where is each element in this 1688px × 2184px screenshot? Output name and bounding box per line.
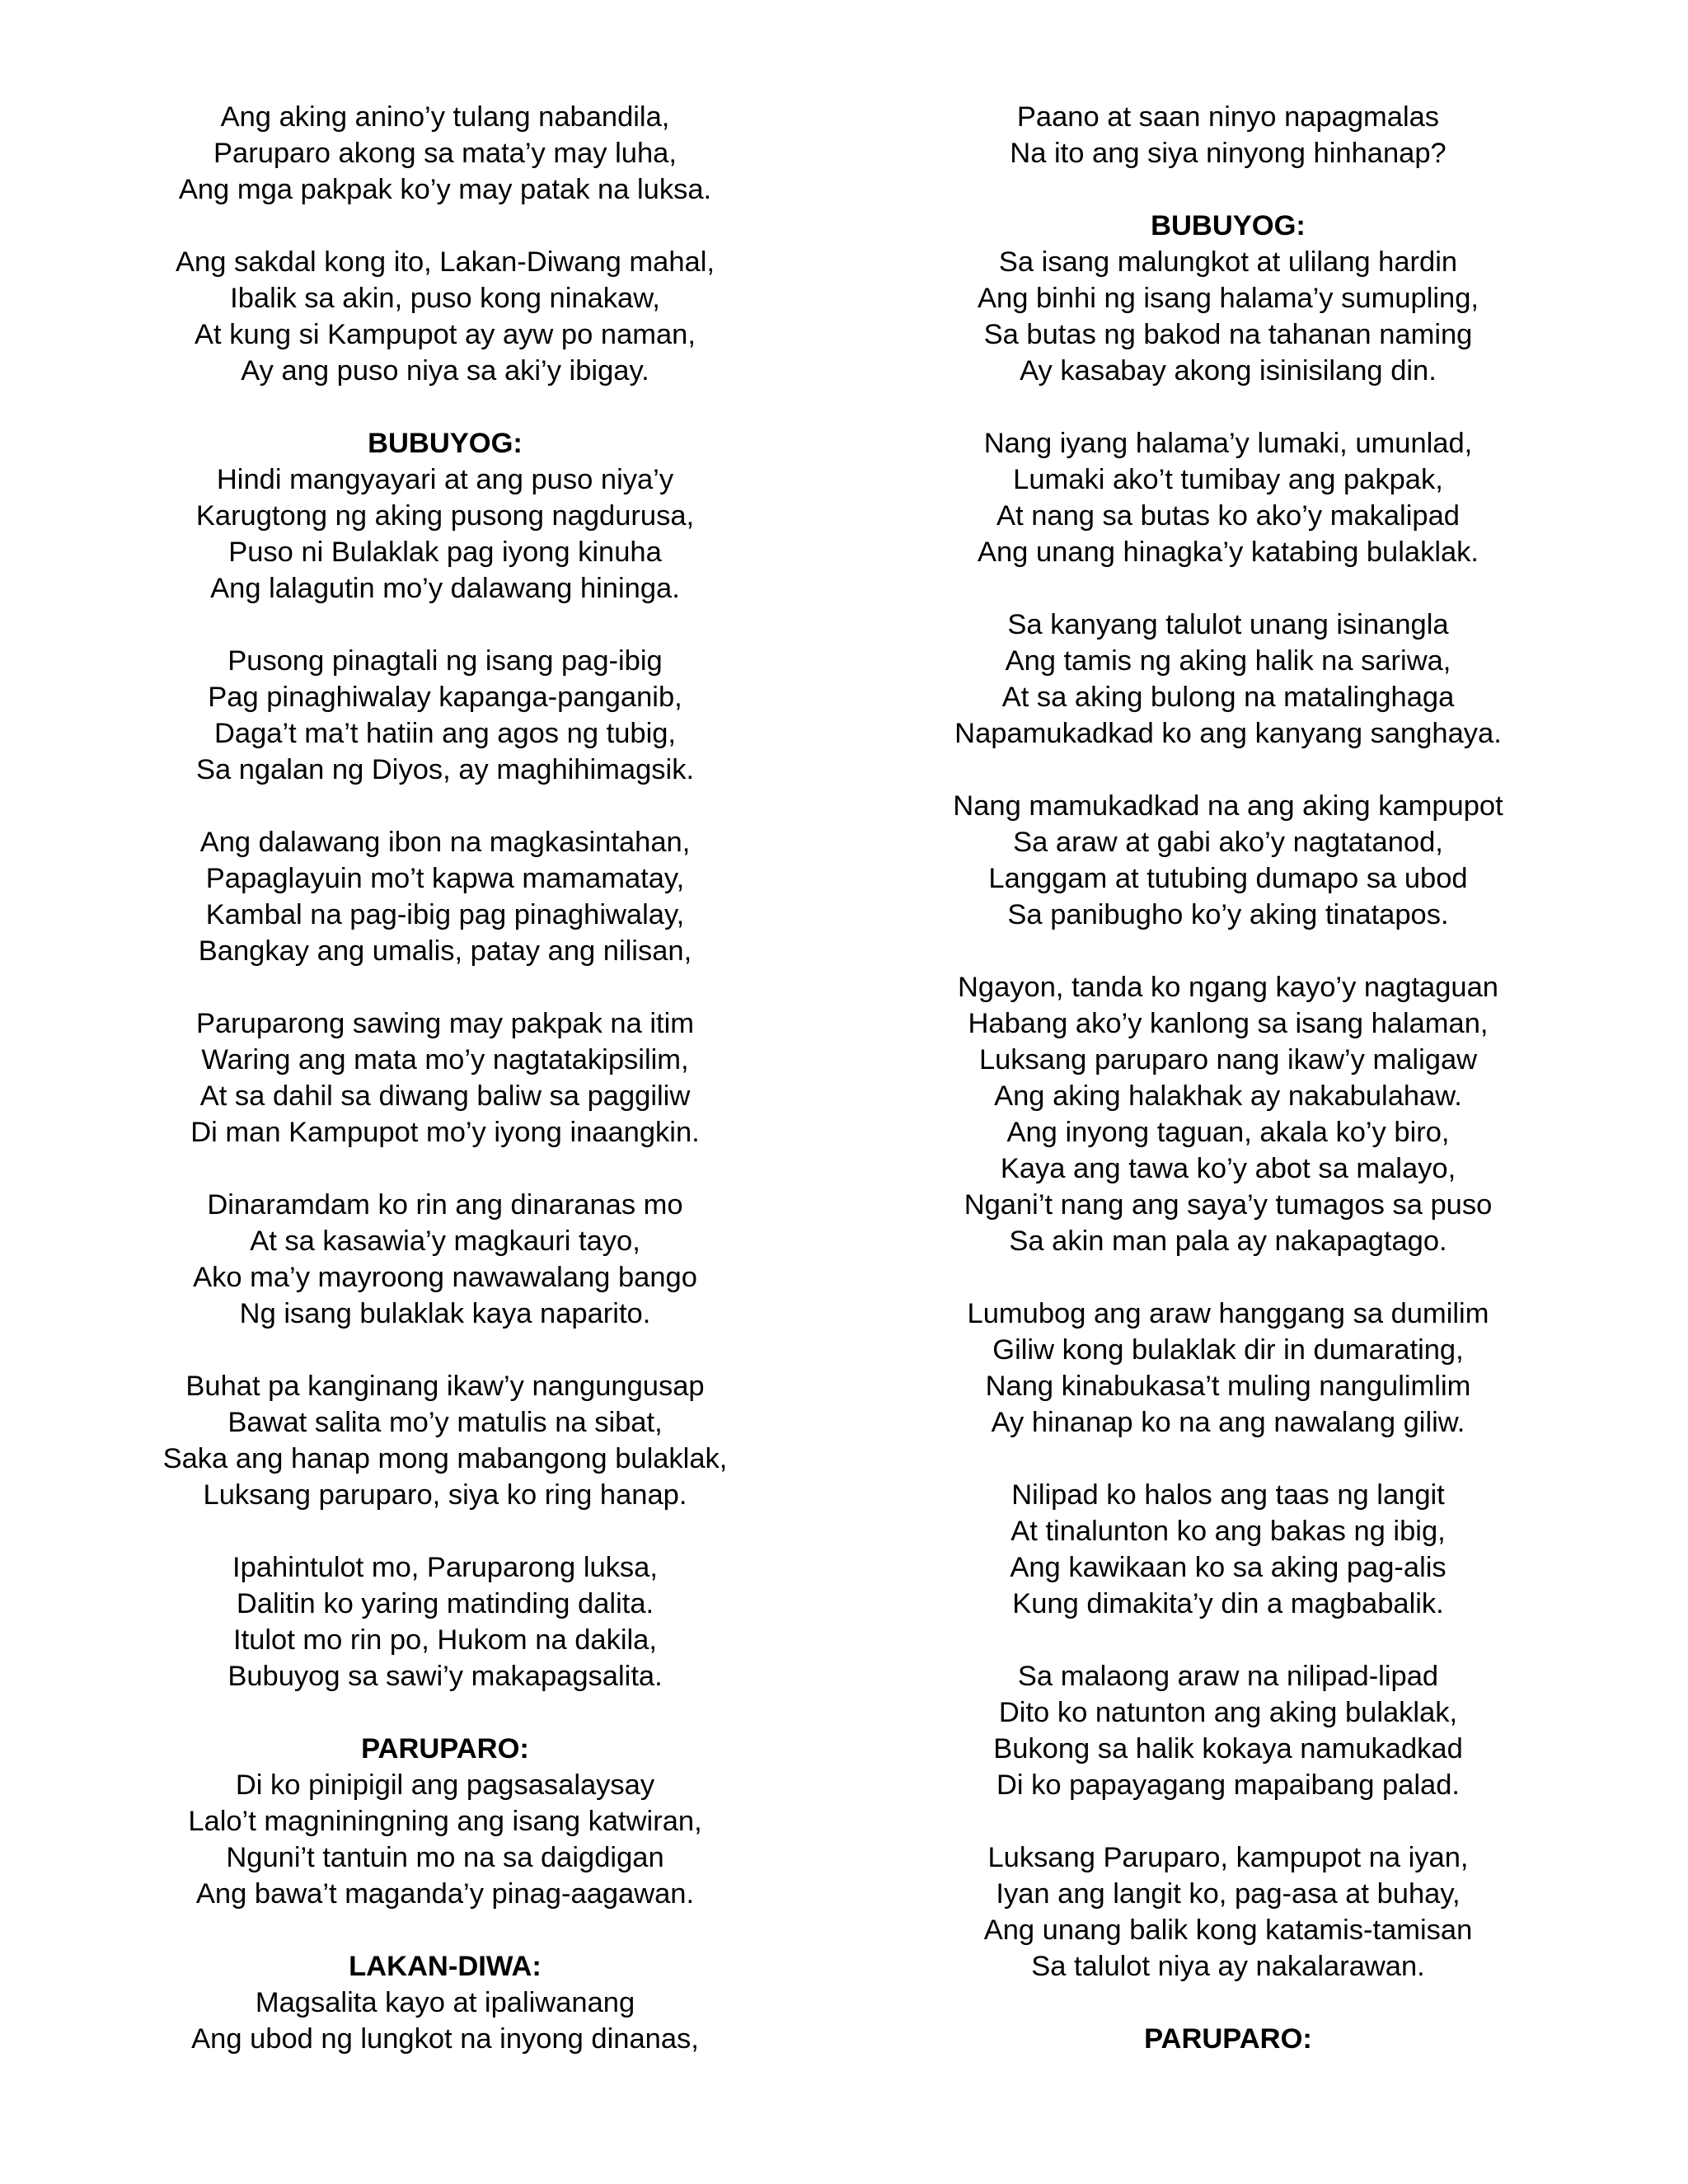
verse-line: Dinaramdam ko rin ang dinaranas mo — [207, 1189, 683, 1221]
verse-line: Daga’t ma’t hatiin ang agos ng tubig, — [213, 718, 677, 749]
stanza — [898, 1658, 1558, 1803]
verse-line: Kambal na pag-ibig pag pinaghiwalay, — [205, 899, 685, 930]
stanza — [115, 1368, 775, 1513]
verse-line: Hindi mangyayari at ang puso niya’y — [216, 464, 674, 495]
verse-line: Ng isang bulaklak kaya naparito. — [239, 1298, 651, 1329]
verse-line: Buhat pa kanginang ikaw’y nangungusap — [185, 1371, 705, 1402]
stanza — [898, 607, 1558, 752]
verse-line: Ako ma’y mayroong nawawalang bango — [193, 1262, 697, 1293]
stanza — [898, 1477, 1558, 1622]
speaker-stanza — [898, 2021, 1558, 2057]
verse-line: Ang unang balik kong katamis-tamisan — [983, 1915, 1473, 1946]
speaker-name: PARUPARO: — [1144, 2023, 1312, 2055]
verse-line: Saka ang hanap mong mabangong bulaklak, — [162, 1443, 728, 1474]
verse-line: Lumubog ang araw hanggang sa dumilim — [967, 1298, 1489, 1329]
verse-line: Ang aking halakhak ay nakabulahaw. — [994, 1080, 1462, 1112]
verse-line: Bubuyog sa sawi’y makapagsalita. — [227, 1661, 663, 1692]
verse-line: Luksang paruparo nang ikaw’y maligaw — [978, 1044, 1478, 1076]
verse-line: Pusong pinagtali ng isang pag-ibig — [227, 645, 663, 677]
verse-line: At sa aking bulong na matalinghaga — [1001, 682, 1455, 713]
verse-line: Magsalita kayo at ipaliwanang — [255, 1987, 635, 2018]
verse-line: Di ko pinipigil ang pagsasalaysay — [235, 1769, 655, 1801]
verse-line: Luksang paruparo, siya ko ring hanap. — [203, 1479, 687, 1511]
verse-line: Nang kinabukasa’t muling nangulimlim — [985, 1371, 1471, 1402]
verse-line: Ang lalagutin mo’y dalawang hininga. — [210, 573, 680, 604]
verse-line: Ang inyong taguan, akala ko’y biro, — [1006, 1117, 1450, 1148]
verse-line: Paruparong sawing may pakpak na itim — [195, 1008, 695, 1039]
verse-line: Itulot mo rin po, Hukom na dakila, — [233, 1624, 657, 1656]
verse-line: Ibalik sa akin, puso kong ninakaw, — [230, 283, 660, 314]
verse-line: Ang aking anino’y tulang nabandila, — [220, 101, 670, 133]
verse-line: Karugtong ng aking pusong nagdurusa, — [195, 500, 695, 532]
verse-line: Lumaki ako’t tumibay ang pakpak, — [1013, 464, 1443, 495]
stanza — [115, 1187, 775, 1332]
verse-line: Iyan ang langit ko, pag-asa at buhay, — [996, 1878, 1461, 1910]
stanza — [898, 969, 1558, 1259]
verse-line: Bawat salita mo’y matulis na sibat, — [227, 1407, 663, 1438]
verse-line: At kung si Kampupot ay ayw po naman, — [195, 319, 696, 350]
verse-line: Sa ngalan ng Diyos, ay maghihimagsik. — [195, 754, 695, 785]
speaker-name: BUBUYOG: — [368, 428, 523, 459]
verse-line: Paano at saan ninyo napagmalas — [1016, 101, 1440, 133]
verse-line: Ang sakdal kong ito, Lakan-Diwang mahal, — [176, 246, 715, 278]
verse-line: Kaya ang tawa ko’y abot sa malayo, — [1000, 1153, 1456, 1184]
verse-line: Ay hinanap ko na ang nawalang giliw. — [991, 1407, 1465, 1438]
stanza — [115, 643, 775, 788]
verse-line: Nang iyang halama’y lumaki, umunlad, — [983, 428, 1473, 459]
speaker-stanza — [115, 1948, 775, 2057]
verse-line: Puso ni Bulaklak pag iyong kinuha — [228, 537, 662, 568]
stanza — [115, 824, 775, 969]
verse-line: At tinalunton ko ang bakas ng ibig, — [1010, 1516, 1446, 1547]
speaker-name: PARUPARO: — [361, 1733, 529, 1765]
verse-line: Sa butas ng bakod na tahanan naming — [983, 319, 1473, 350]
verse-line: Dalitin ko yaring matinding dalita. — [236, 1588, 654, 1619]
verse-line: Ngani’t nang ang saya’y tumagos sa puso — [964, 1189, 1493, 1221]
verse-line: Sa malaong araw na nilipad-lipad — [1017, 1661, 1439, 1692]
verse-line: Waring ang mata mo’y nagtatakipsilim, — [201, 1044, 689, 1076]
speaker-stanza — [115, 425, 775, 607]
verse-line: Sa akin man pala ay nakapagtago. — [1009, 1226, 1447, 1257]
stanza — [115, 99, 775, 208]
verse-line: Lalo’t magniningning ang isang katwiran, — [188, 1806, 702, 1837]
verse-line: Napamukadkad ko ang kanyang sanghaya. — [954, 718, 1502, 749]
verse-line: Na ito ang siya ninyong hinhanap? — [1010, 138, 1447, 169]
verse-line: Ang kawikaan ko sa aking pag-alis — [1010, 1552, 1447, 1583]
stanza — [898, 1296, 1558, 1441]
verse-line: Ang binhi ng isang halama’y sumupling, — [978, 283, 1479, 314]
verse-line: Paruparo akong sa mata’y may luha, — [213, 138, 677, 169]
verse-line: Habang ako’y kanlong sa isang halaman, — [968, 1008, 1489, 1039]
verse-line: Bangkay ang umalis, patay ang nilisan, — [198, 935, 692, 967]
verse-line: Sa panibugho ko’y aking tinatapos. — [1007, 899, 1449, 930]
verse-line: Sa araw at gabi ako’y nagtatanod, — [1013, 827, 1443, 858]
stanza — [898, 1840, 1558, 1985]
verse-line: Ang bawa’t maganda’y pinag-aagawan. — [195, 1878, 695, 1910]
verse-line: Bukong sa halik kokaya namukadkad — [993, 1733, 1463, 1765]
speaker-name: BUBUYOG: — [1151, 210, 1306, 241]
verse-line: Papaglayuin mo’t kapwa mamamatay, — [205, 863, 685, 894]
verse-line: Langgam at tutubing dumapo sa ubod — [988, 863, 1468, 894]
verse-line: Di ko papayagang mapaibang palad. — [996, 1769, 1460, 1801]
verse-line: Ngayon, tanda ko ngang kayo’y nagtaguan — [957, 972, 1498, 1003]
verse-line: Sa kanyang talulot unang isinangla — [1007, 609, 1449, 640]
verse-line: Ay ang puso niya sa aki’y ibigay. — [241, 355, 649, 387]
verse-line: Ang unang hinagka’y katabing bulaklak. — [977, 537, 1479, 568]
verse-line: Ang ubod ng lungkot na inyong dinanas, — [191, 2023, 699, 2055]
left-column — [115, 99, 775, 2057]
stanza — [898, 425, 1558, 570]
verse-line: Nilipad ko halos ang taas ng langit — [1011, 1479, 1445, 1511]
speaker-stanza — [115, 1731, 775, 1912]
verse-line: Nang mamukadkad na ang aking kampupot — [953, 790, 1503, 822]
verse-line: At nang sa butas ko ako’y makalipad — [996, 500, 1460, 532]
verse-line: At sa dahil sa diwang baliw sa paggiliw — [199, 1080, 691, 1112]
verse-line: Nguni’t tantuin mo na sa daigdigan — [226, 1842, 664, 1873]
verse-line: Ang tamis ng aking halik na sariwa, — [1005, 645, 1451, 677]
stanza — [115, 1005, 775, 1151]
verse-line: At sa kasawia’y magkauri tayo, — [250, 1226, 640, 1257]
verse-line: Ipahintulot mo, Paruparong luksa, — [232, 1552, 658, 1583]
speaker-name: LAKAN-DIWA: — [349, 1951, 542, 1982]
speaker-stanza — [898, 208, 1558, 389]
verse-line: Giliw kong bulaklak dir in dumarating, — [992, 1334, 1464, 1366]
verse-line: Luksang Paruparo, kampupot na iyan, — [987, 1842, 1469, 1873]
verse-line: Sa isang malungkot at ulilang hardin — [998, 246, 1458, 278]
verse-line: Sa talulot niya ay nakalarawan. — [1031, 1951, 1425, 1982]
verse-line: Ang mga pakpak ko’y may patak na luksa. — [178, 174, 712, 205]
stanza — [898, 99, 1558, 171]
verse-line: Ang dalawang ibon na magkasintahan, — [199, 827, 691, 858]
stanza — [898, 788, 1558, 933]
right-column — [898, 99, 1558, 2057]
verse-line: Di man Kampupot mo’y iyong inaangkin. — [190, 1117, 700, 1148]
verse-line: Ay kasabay akong isinisilang din. — [1020, 355, 1437, 387]
verse-line: Pag pinaghiwalay kapanga-panganib, — [208, 682, 682, 713]
verse-line: Dito ko natunton ang aking bulaklak, — [998, 1697, 1458, 1728]
verse-line: Kung dimakita’y din a magbabalik. — [1012, 1588, 1444, 1619]
stanza — [115, 1549, 775, 1694]
stanza — [115, 244, 775, 389]
